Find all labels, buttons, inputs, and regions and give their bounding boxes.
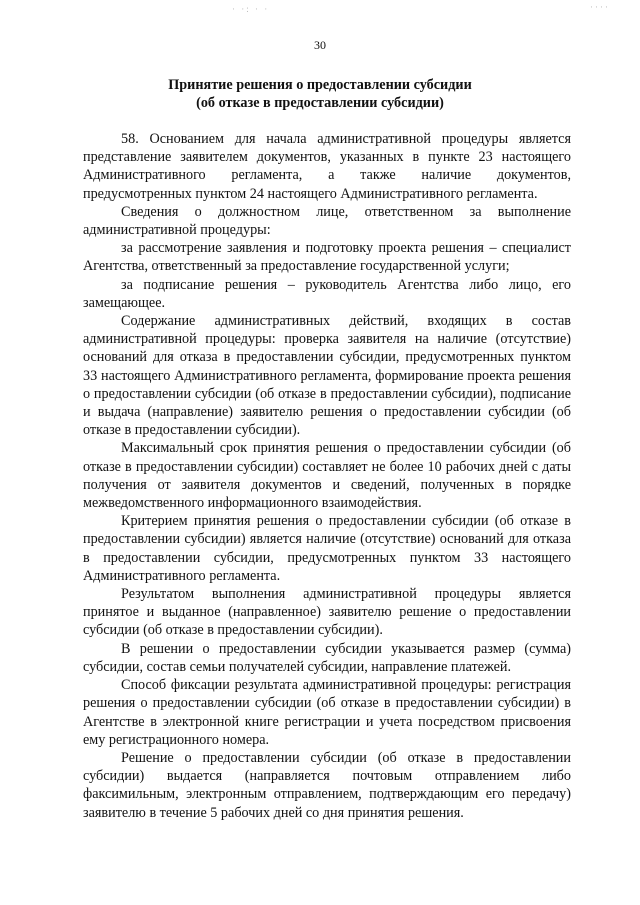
paragraph: Критерием принятия решения о предоставлении субсидии (об отказе в предоставлении субсидии) является наличие (отсутствие) оснований для отказа в предоставлении субсидии, предусмотренных пунктом 33 настоящего Административного регламента. (83, 513, 571, 584)
section-title-line-1: Принятие решения о предоставлении субсидии (168, 77, 472, 93)
page-number: 30 (314, 38, 326, 52)
paragraph: Сведения о должностном лице, ответственном за выполнение административной процедуры: (83, 203, 571, 239)
paragraph: Максимальный срок принятия решения о предоставлении субсидии (об отказе в предоставлении субсидии) составляет не более 10 рабочих дней с даты получения от заявителя документов и сведений, полученных в порядке межведомственного информационного взаимодействия. (83, 440, 571, 512)
body-text (83, 130, 571, 822)
section-title-line-2: (об отказе в предоставлении субсидии) (196, 95, 444, 111)
scan-artifact: · ·: · · (232, 4, 270, 14)
paragraph: Способ фиксации результата административной процедуры: регистрация решения о предоставлении субсидии (об отказе в предоставлении субсидии) в Агентстве в электронной книге регистрации и учета посредством присвоения ему регистрационного номера. (83, 677, 571, 748)
section-title (60, 76, 580, 112)
paragraph: за рассмотрение заявления и подготовку проекта решения – специалист Агентства, ответственный за предоставление государственной услуги; (83, 240, 571, 275)
scan-artifact: ···· (590, 2, 610, 12)
paragraph: Результатом выполнения административной процедуры является принятое и выданное (направленное) заявителю решение о предоставлении субсидии (об отказе в предоставлении субсидии). (83, 586, 571, 639)
paragraph: Решение о предоставлении субсидии (об отказе в предоставлении субсидии) выдается (направляется почтовым отправлением либо факсимильным, электронным отправлением, подтверждающим его передачу) заявителю в течение 5 рабочих дней со дня принятия решения. (83, 749, 571, 821)
paragraph: Содержание административных действий, входящих в состав административной процедуры: проверка заявителя на наличие (отсутствие) оснований для отказа в предоставлении субсидии, предусмотренных пунктом 33 настоящего Административного регламента, формирование проекта решения о предоставлении субсидии (об отказе в предоставлении субсидии), подписание и выдача (направление) заявителю решения о предоставлении субсидии (об отказе в предоставлении субсидии). (83, 313, 571, 439)
paragraph: за подписание решения – руководитель Агентства либо лицо, его замещающее. (83, 276, 571, 311)
paragraph: В решении о предоставлении субсидии указывается размер (сумма) субсидии, состав семьи получателей субсидии, направление платежей. (83, 640, 571, 675)
paragraph: 58. Основанием для начала административной процедуры является представление заявителем документов, указанных в пункте 23 настоящего Административного регламента, а также наличие документов, предусмотренных пунктом 24 настоящего Административного регламента. (83, 131, 571, 202)
